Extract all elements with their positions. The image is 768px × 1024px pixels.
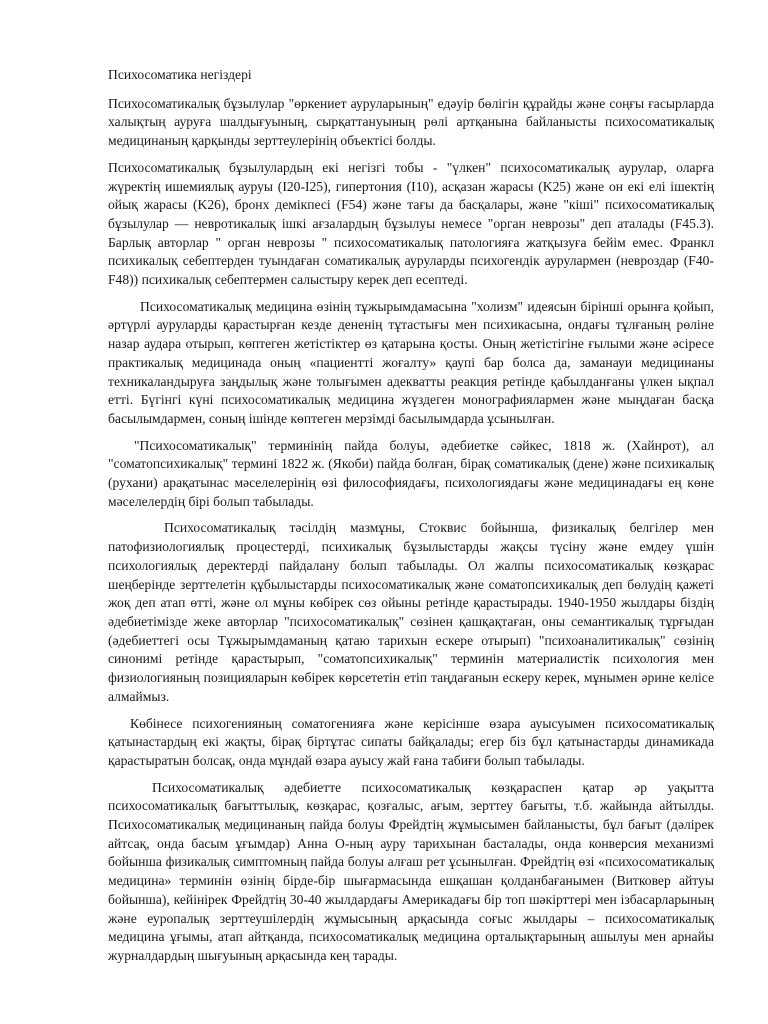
paragraph-1: Психосоматикалық бұзылулар "өркениет ауруларының" едәуір бөлігін құрайды және соңғы ғасырларда халықтың ауруға шалдығуының, сырқаттануының рөлі артқанына байланысты психосоматикалық медицинаның қарқынды зерттеулерінің объектісі болды. [108,95,714,149]
document-title: Психосоматика негіздері [108,67,252,82]
paragraph-3: Психосоматикалық медицина өзінің тұжырымдамасына "холизм" идеясын бірінші орынға қойып, әртүрлі ауруларды қарастырған кезде дененің тұтастығы мен психикасына, ондағы тұлғаның рөліне назар аудара отырып, көптеген жетістіктер өз қатарына қосты. Оның жетістігіне ғылыми және әсіресе практикалық медицинада оның «пациентті жоғалту» қаупі бар болса да, заманауи медицинаны техникаландыруға заңдылық және толығымен адекватты реакция ретінде қабылданғаны үлкен ықпал етті. Бүгінгі күні психосоматикалық медицина жүздеген монографиялармен және мыңдаған басқа басылымдармен, соның ішінде көптеген мерзімді басылымдарда ұсынылған. [108,298,714,426]
paragraph-7: Психосоматикалық әдебиетте психосоматикалық көзқараспен қатар әр уақытта психосоматикалық бағыттылық, көзқарас, қозғалыс, ағым, зерттеу бағыты, т.б. жайында айтылды. Психосоматикалық медицинаның пайда болуы Фрейдтің жұмысымен байланысты, бұл бағыт (дәлірек айтсақ, онда басым ұғымдар) Анна О-ның ауру тарихынан басталады, онда конверсия механизмі бойынша физикалық симптомның пайда болуы алғаш рет ұсынылған. Фрейдтің өзі «психосоматикалық медицина» терминін өзінің бірде-бір шығармасында ешқашан қолданбағанымен (Витковер айтуы бойынша), кейінірек Фрейдтің 30-40 жылдардағы Америкадағы бір топ шәкірттері мен ізбасарларының және еуропалық зерттеушілердің жұмысының арқасында соғыс жылдары – психосоматикалық медицина ұғымы, атап айтқанда, психосоматикалық медицина орталықтарының ашылуы мен арнайы журналдардың шығуының арқасында кең тарады. [108,779,714,963]
document-page [108,66,714,974]
paragraph-5: Психосоматикалық тәсілдің мазмұны, Стоквис бойынша, физикалық белгілер мен патофизиологиялық процестерді, психикалық бұзылыстарды жақсы түсіну және емдеу үшін психологиялық деректерді пайдалану болып табылады. Ол жалпы психосоматикалық көзқарас шеңберінде зерттелетін құбылыстарды психосоматикалық және соматопсихикалық деп бөлудің қажеті жоқ деп атап өтті, және ол мұны көбірек сөз ойыны ретінде қарастырады. 1940-1950 жылдары біздің әдебиетімізде жеке авторлар "психосоматикалық" сөзінен қашқақтаған, оны семантикалық тұрғыдан (әдебиеттегі осы Тұжырымдаманың қатаю тарихын ескере отырып) "психоаналитикалық" сөзінің синонимі ретінде қарастырып, "соматопсихикалық" терминін материалистік психология мен физиологияның позицияларын көбірек көрсететін етіп таңдағанын ескеру керек, мұнымен әрине келісе алмаймыз. [108,520,714,704]
paragraph-4: "Психосоматикалық" терминінің пайда болуы, әдебиетке сәйкес, 1818 ж. (Хайнрот), ал "соматопсихикалық" термині 1822 ж. (Якоби) пайда болған, бірақ соматикалық (дене) және психикалық (рухани) арақатынас мәселелерінің өзі философиядағы, психологиядағы және медицинадағы ең көне мәселелердің бірі болып табылады. [108,437,714,509]
paragraph-6: Көбінесе психогенияның соматогенияға және керісінше өзара ауысуымен психосоматикалық қатынастардың екі жақты, бірақ біртұтас сипаты байқалады; егер біз бұл қатынастарды динамикада қарастыратын болсақ, онда мұндай өзара ауысу жай ғана табиғи болып табылады. [108,715,714,768]
paragraph-2: Психосоматикалық бұзылулардың екі негізгі тобы - "үлкен" психосоматикалық аурулар, оларға жүректің ишемиялық ауруы (I20-I25), гипертония (I10), асқазан жарасы (K25) және он екі елі ішектің ойық жарасы (K26), бронх демікпесі (F54) және тағы да басқалары, және "кіші" психосоматикалық бұзылулар — невротикалық ішкі ағзалардың бұзылуы немесе "орган неврозы" деп аталады (F45.3). Барлық авторлар " орган неврозы " психосоматикалық патологияға жатқызуға бейім емес. Франкл психикалық себептерден туындаған соматикалық ауруларды психогендік аурулармен (невроздар (F40-F48)) психикалық себептермен салыстыру керек деп есептеді. [108,159,714,288]
